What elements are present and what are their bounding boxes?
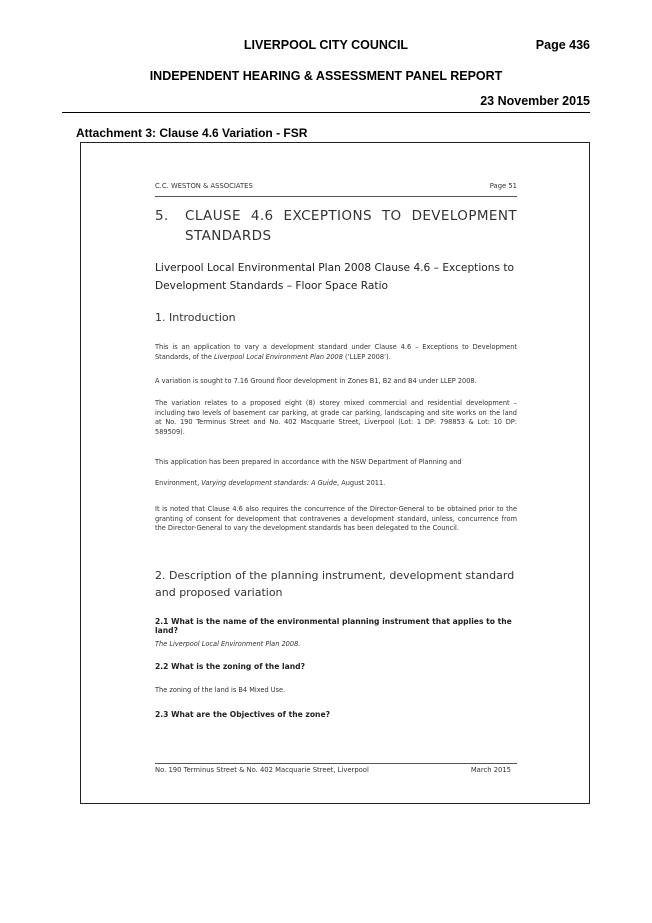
section-title: CLAUSE 4.6 EXCEPTIONS TO DEVELOPMENT STANDARDS xyxy=(185,208,517,244)
running-header xyxy=(155,182,517,194)
footer-address: No. 190 Terminus Street & No. 402 Macquarie Street, Liverpool xyxy=(155,766,369,774)
answer-2-2: The zoning of the land is B4 Mixed Use. xyxy=(155,686,286,694)
question-2-2: 2.2 What is the zoning of the land? xyxy=(155,662,305,671)
header-rule xyxy=(62,112,590,113)
attachment-title: Attachment 3: Clause 4.6 Variation - FSR xyxy=(76,126,308,140)
report-date: 23 November 2015 xyxy=(480,94,590,108)
description-heading: 2. Description of the planning instrument, development standard and proposed variation xyxy=(155,569,515,599)
paragraph-concurrence: It is noted that Clause 4.6 also requires the concurrence of the Director-General to be obtained prior to the granting of consent for development that contravenes a development standard, unless, concurrence from the Director-General to vary the development standards has been delegated to the Council. xyxy=(155,505,517,533)
section-heading xyxy=(155,206,517,246)
lep-heading: Liverpool Local Environmental Plan 2008 Clause 4.6 – Exceptions to Development Standards – Floor Space Ratio xyxy=(155,262,514,292)
footer-rule xyxy=(155,763,517,764)
question-2-3: 2.3 What are the Objectives of the zone? xyxy=(155,710,331,719)
introduction-heading: 1. Introduction xyxy=(155,311,236,324)
section-number: 5. xyxy=(155,208,169,224)
footer-date: March 2015 xyxy=(470,766,511,774)
running-footer xyxy=(155,766,517,778)
paragraph-application: This is an application to vary a development standard under Clause 4.6 – Exceptions to Development Standards, of the Liverpool Local Environment Plan 2008 (‘LLEP 2008’). xyxy=(155,343,517,361)
page-number: Page 436 xyxy=(535,38,590,52)
council-name: LIVERPOOL CITY COUNCIL xyxy=(243,38,409,52)
running-header-rule xyxy=(155,196,517,197)
question-2-1: 2.1 What is the name of the environmental planning instrument that applies to the land? xyxy=(155,617,512,635)
paragraph-variation-relates: The variation relates to a proposed eight (8) storey mixed commercial and residential development – including two levels of basement car parking, at grade car parking, landscaping and site works on the land at No. 190 Terminus Street and No. 402 Macquarie Street, Liverpool (Lot: 1 DP: 798853 & Lot: 10 DP: 589509). xyxy=(155,399,517,436)
paragraph-guide: Environment, Varying development standards: A Guide, August 2011. xyxy=(155,479,386,487)
paragraph-prepared: This application has been prepared in accordance with the NSW Department of Planning and xyxy=(155,458,462,466)
answer-2-1: The Liverpool Local Environment Plan 2008. xyxy=(155,640,301,648)
running-header-right: Page 51 xyxy=(489,182,517,190)
running-header-left: C.C. WESTON & ASSOCIATES xyxy=(155,182,253,190)
paragraph-variation-sought: A variation is sought to 7.16 Ground floor development in Zones B1, B2 and B4 under LLEP 2008. xyxy=(155,377,477,385)
report-title: INDEPENDENT HEARING & ASSESSMENT PANEL REPORT xyxy=(149,69,503,83)
